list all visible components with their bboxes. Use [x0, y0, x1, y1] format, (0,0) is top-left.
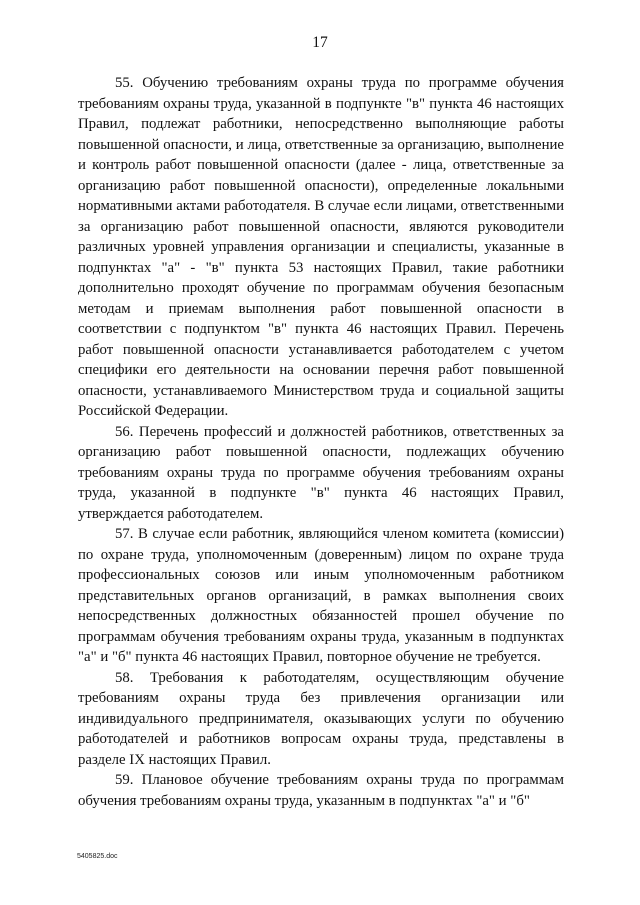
paragraph-59: 59. Плановое обучение требованиям охраны труда по программам обучения требованиям охраны труда, указанным в подпунктах "а" и "б"	[78, 772, 564, 809]
footer-file-name: 5405825.doc	[77, 853, 118, 860]
paragraph-56: 56. Перечень профессий и должностей работников, ответственных за организацию работ повышенной опасности, подлежащих обучению требованиям охраны труда по программе обучения требованиям охраны труда, указанной в подпункте "в" пункта 46 настоящих Правил, утверждается работодателем.	[78, 423, 564, 522]
document-body	[78, 73, 564, 811]
paragraph-57: 57. В случае если работник, являющийся членом комитета (комиссии) по охране труда, уполномоченным (доверенным) лицом по охране труда профессиональных союзов или иным уполномоченным работником представительных органов организаций, в рамках выполнения своих непосредственных должностных обязанностей прошел обучение по программам обучения требованиям охраны труда, указанным в подпунктах "а" и "б" пункта 46 настоящих Правил, повторное обучение не требуется.	[78, 526, 564, 665]
page-number: 17	[312, 34, 328, 51]
paragraph-55: 55. Обучению требованиям охраны труда по программе обучения требованиям охраны труда, указанной в подпункте "в" пункта 46 настоящих Правил, подлежат работники, непосредственно выполняющие работы повышенной опасности, и лица, ответственные за организацию, выполнение и контроль работ повышенной опасности (далее - лица, ответственные за организацию работ повышенной опасности), определенные локальными нормативными актами работодателя. В случае если лицами, ответственными за организацию работ повышенной опасности, являются руководители различных уровней управления организации и специалисты, указанные в подпунктах "а" - "в" пункта 53 настоящих Правил, такие работники дополнительно проходят обучение по программам обучения безопасным методам и приемам выполнения работ повышенной опасности в соответствии с подпунктом "в" пункта 46 настоящих Правил. Перечень работ повышенной опасности устанавливается работодателем с учетом специфики его деятельности на основании перечня работ повышенной опасности, устанавливаемого Министерством труда и социальной защиты Российской Федерации.	[78, 75, 564, 419]
paragraph-58: 58. Требования к работодателям, осуществляющим обучение требованиям охраны труда без привлечения организации или индивидуального предпринимателя, оказывающих услуги по обучению работодателей и работников вопросам охраны труда, представлены в разделе IX настоящих Правил.	[78, 669, 564, 768]
